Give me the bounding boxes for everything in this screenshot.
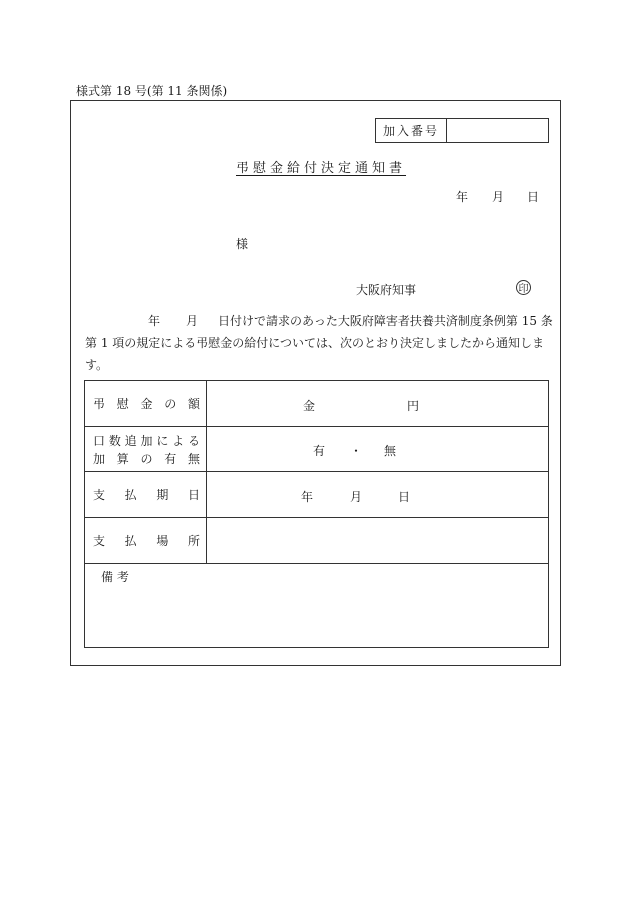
label-addition: 口 数 追 加 に よ る 加 算 の 有 無: [85, 427, 207, 471]
decision-table: [84, 380, 549, 648]
body-month: 月: [186, 314, 199, 328]
body-year: 年: [148, 314, 161, 328]
remarks-label: 備 考: [101, 570, 129, 584]
body-line-2: 第 1 項の規定による弔慰金の給付については、次のとおり決定しましたから通知しま: [85, 336, 545, 350]
addition-yes[interactable]: 有: [313, 444, 326, 458]
body-text: [85, 310, 553, 376]
body-line-1: [85, 310, 553, 332]
table-row-amount: [85, 381, 548, 427]
body-line-1-rest: 日付けで請求のあった大阪府障害者扶養共済制度条例第 15 条: [218, 314, 553, 328]
label-amount: 弔 慰 金 の 額: [85, 381, 207, 426]
value-amount[interactable]: [207, 381, 548, 426]
remarks-area[interactable]: [85, 564, 548, 648]
table-row-payment-place: [85, 518, 548, 564]
value-payment-date[interactable]: [207, 472, 548, 517]
value-addition[interactable]: [207, 427, 548, 471]
issuer-name: 大阪府知事: [356, 283, 417, 297]
body-line-3: す。: [85, 358, 109, 372]
amount-prefix: 金: [303, 399, 316, 413]
label-payment-place: 支 払 場 所: [85, 518, 207, 563]
member-number-box: [375, 118, 549, 143]
payment-year: 年: [301, 490, 314, 504]
label-payment-date: 支 払 期 日: [85, 472, 207, 517]
seal-icon: 印: [516, 280, 531, 295]
amount-unit: 円: [407, 399, 420, 413]
member-number-field[interactable]: [447, 119, 548, 142]
addition-no[interactable]: 無: [384, 444, 397, 458]
date-year: 年: [456, 190, 469, 204]
form-number-label: 様式第 18 号(第 11 条関係): [76, 84, 228, 98]
value-payment-place[interactable]: [207, 518, 548, 563]
table-row-payment-date: [85, 472, 548, 518]
date-month: 月: [492, 190, 505, 204]
addition-separator: ・: [350, 444, 363, 458]
addressee-suffix: 様: [236, 237, 249, 251]
document-title: 弔慰金給付決定通知書: [236, 161, 407, 176]
member-number-label: 加入番号: [376, 119, 447, 142]
payment-month: 月: [350, 490, 363, 504]
payment-day: 日: [398, 490, 411, 504]
table-row-addition: [85, 427, 548, 472]
date-day: 日: [527, 190, 540, 204]
